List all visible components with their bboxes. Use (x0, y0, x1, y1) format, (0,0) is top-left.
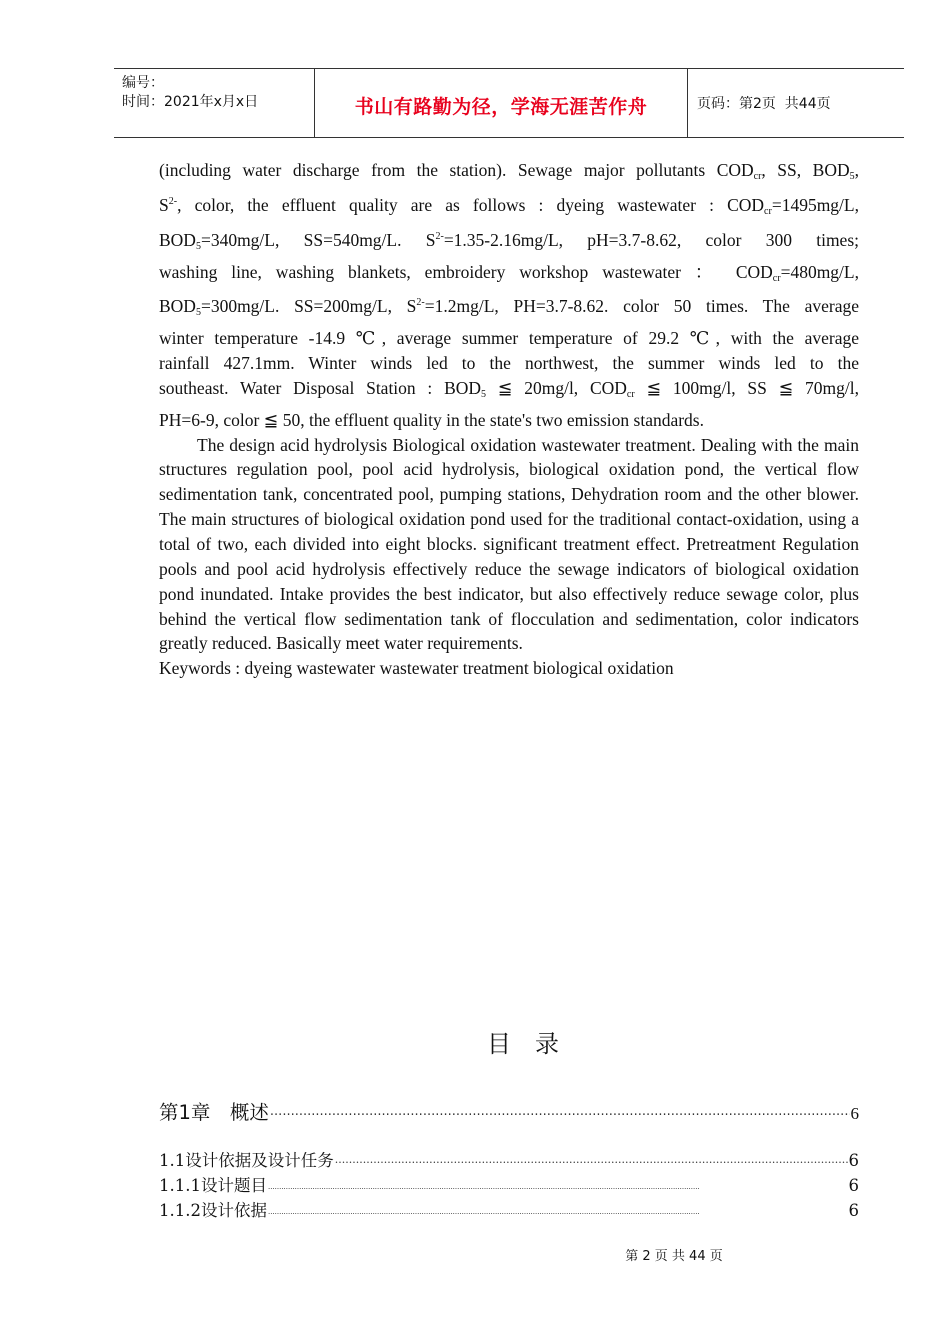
header-meta-cell (114, 69, 315, 137)
abstract-line: rainfall 427.1mm. Winter winds led to the northwest, the summer winds led to the (159, 353, 859, 374)
header-motto-cell (315, 69, 688, 137)
motto-text: 书山有路勤为径，学海无涯苦作舟 (354, 96, 648, 118)
toc-entry-page: 6 (848, 1176, 859, 1195)
page-header (114, 68, 904, 138)
toc-entry-label: 1.1设计依据及设计任务 (159, 1151, 334, 1170)
abstract-line: PH=6-9, color ≦ 50, the effluent quality in the state's two emission standards. (159, 409, 704, 430)
abstract-line: winter temperature -14.9 ℃, average summer temperature of 29.2 ℃, with the average (159, 328, 859, 349)
abstract-line: $BOD_5=300mg/L$. SS=200mg/L, $S^{2-}=1.2mg/L$, PH=3.7-8.62. color 50 times. The average (159, 296, 859, 319)
toc-entry-chapter-1[interactable] (159, 1097, 859, 1125)
toc-entry-label: 第1章 概述 (159, 1101, 269, 1124)
keywords-line: Keywords : dyeing wastewater wastewater treatment biological oxidation (159, 658, 674, 679)
toc-title: 目录 (487, 1030, 583, 1058)
toc-entry-1-1-2[interactable] (159, 1198, 859, 1227)
abstract-line: $S^{2-}$, color, the effluent quality are as follows : dyeing wastewater : $COD_{cr}=1495mg/L$, (159, 194, 859, 217)
abstract-line: (including water discharge from the station). Sewage major pollutants $COD_{cr}$, SS, $BOD_5$, (159, 160, 859, 182)
page-footer: 第 2 页 共 44 页 (625, 1249, 723, 1264)
time-label: 时间：2021年x月x日 (122, 94, 259, 110)
toc-leader-dots (270, 1108, 850, 1123)
number-label: 编号： (122, 75, 164, 91)
abstract-text (159, 158, 859, 681)
header-page-cell (688, 69, 904, 137)
toc-entry-label: 1.1.1设计题目 (159, 1176, 267, 1195)
toc-leader-dots (268, 1202, 848, 1227)
toc-entry-label: 1.1.2设计依据 (159, 1201, 267, 1220)
page-info: 页码：第2页 共44页 (697, 96, 831, 112)
toc-entry-page: 6 (848, 1201, 859, 1220)
abstract-line: southeast. Water Disposal Station : $BOD_5$ ≦ 20mg/l, $COD_{cr}$ ≦ 100mg/l, SS ≦ 70mg/l, (159, 377, 859, 400)
toc-leader-dots (335, 1150, 848, 1175)
toc-entry-page: 6 (848, 1151, 859, 1170)
toc-entry-1-1[interactable] (159, 1148, 859, 1175)
abstract-line: $BOD_5=340mg/L$, SS=540mg/L. $S^{2-}=1.35-2.16mg/L$, pH=3.7-8.62, color 300 times; (159, 229, 859, 252)
abstract-line: washing line, washing blankets, embroidery workshop wastewater ： $COD_{cr}=480mg/L$, (159, 261, 859, 284)
toc-entry-page: 6 (850, 1104, 859, 1123)
abstract-paragraph: The design acid hydrolysis Biological oxidation wastewater treatment. Dealing with the main structures regulation pool, pool acid hydrolysis, biological oxidation pond, the vertical flow sedimentation tank, concentrated pool, pumping stations, Dehydration room and the other blower. The main structures of biological oxidation pond used for the traditional contact-oxidation, using a total of two, each divided into eight blocks. significant treatment effect. Pretreatment Regulation pools and pool acid hydrolysis effectively reduce the sewage indicators of biological oxidation pond inundated. Intake provides the best indicator, but also effectively reduce sewage color, plus behind the vertical flow sedimentation tank of flocculation and sedimentation, color indicators greatly reduced. Basically meet water requirements. (159, 434, 859, 654)
